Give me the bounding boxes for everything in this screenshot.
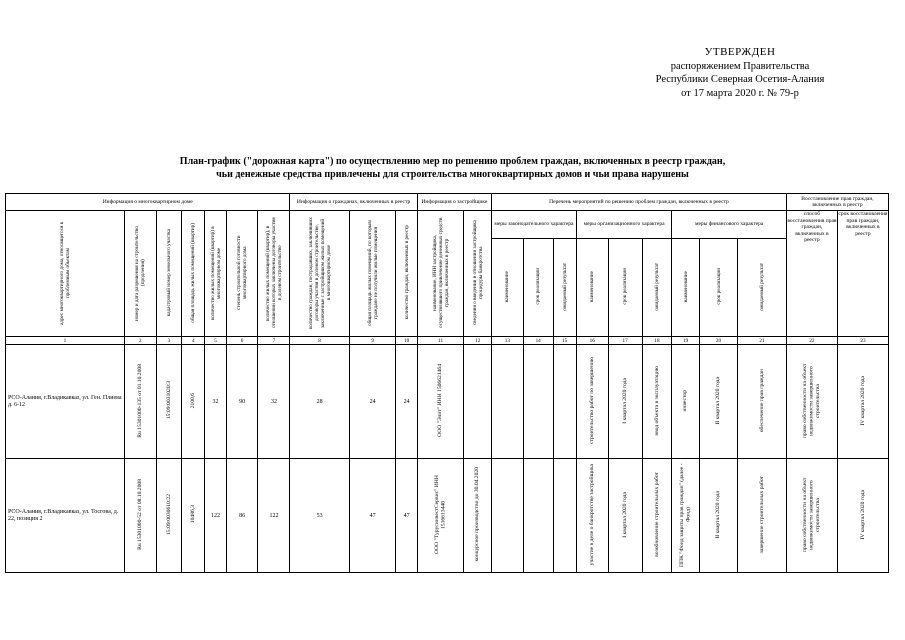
- cell-area-unreceived: 24: [349, 345, 396, 459]
- cell-readiness: 86: [226, 459, 258, 573]
- subgroup-method: способ восстановления прав граждан, включенных в реестр: [786, 211, 837, 337]
- column-number-row: [6, 337, 889, 345]
- title-line-2: чьи денежные средства привлечены для строительства многоквартирных домов и чьи права нарушены: [216, 169, 689, 180]
- roadmap-table: [5, 193, 889, 573]
- group-citizens-info: Информация о гражданах, включенных в реестр: [290, 194, 417, 211]
- title-line-1: План-график ("дорожная карта") по осуществлению мер по решению проблем граждан, включенных в реестр граждан,: [179, 156, 726, 167]
- cell-org-term: I квартал 2020 года: [621, 491, 628, 538]
- col-number: 3: [156, 337, 181, 345]
- col-header-16: наименование: [589, 270, 596, 303]
- cell-fin-name: инвестор: [682, 389, 689, 412]
- cell-fin-result: завершение строительных работ: [758, 475, 765, 554]
- cell-org-result: ввод объекта в эксплуатацию: [653, 365, 660, 436]
- cell-fin-name: ППК "Фонд защиты прав граждан" (далее - Фонд): [679, 462, 692, 567]
- col-header-21: ожидаемый результат: [759, 262, 766, 311]
- cell-readiness: 90: [226, 345, 258, 459]
- document-title: [0, 155, 905, 181]
- col-header-12: сведения о введении в отношении застройщика процедуры банкротства: [471, 220, 484, 325]
- col-header-2: номер и дата разрешения на строительство (продления): [134, 225, 147, 321]
- col-header-1: адрес многоквартирного дома, относящегося к проблемным объектам: [58, 220, 71, 325]
- cell-citizens: 28: [290, 345, 349, 459]
- col-header-20: срок реализации: [715, 268, 722, 305]
- approval-line-4: от 17 марта 2020 г. № 79-р: [681, 87, 799, 99]
- cell-flats: 122: [205, 459, 226, 573]
- cell-permit: Ru 15301000-52 от 08.10.2008: [136, 479, 143, 550]
- col-header-14: срок реализации: [535, 268, 542, 305]
- cell-cadastral: 15:09:0031020:3: [165, 381, 172, 420]
- group-house-info: Информация о многоквартирном доме: [6, 194, 290, 211]
- cell-restore-method: право собственности на объект недвижимости завершенного строительства: [802, 363, 822, 438]
- cell-legal-name: [491, 459, 523, 573]
- cell-org-term: I квартал 2020 года: [621, 377, 628, 424]
- col-header-15: ожидаемый результат: [561, 262, 568, 311]
- col-number: 12: [464, 337, 492, 345]
- cell-permit: Ru 15301000-135 от 01.10.2008: [136, 363, 143, 438]
- col-number: 15: [553, 337, 576, 345]
- col-number: 2: [124, 337, 156, 345]
- subgroup-legal: меры законодательного характера: [491, 211, 576, 239]
- cell-developer: ООО "Элит" ИНН 1506621464: [437, 364, 444, 437]
- col-number: 18: [642, 337, 672, 345]
- col-header-7: количество жилых помещений (квартир), в отношении которых заключены договоры участия в долевом строительстве: [264, 217, 283, 328]
- col-header-5: количество жилых помещений (квартир) в многоквартирном доме: [209, 225, 222, 320]
- col-number: 11: [417, 337, 464, 345]
- col-header-9: общая площадь жилых помещений, по которым граждане не получили жилые помещения: [366, 219, 379, 326]
- group-restore: Восстановление прав граждан, включенных в реестр: [786, 194, 888, 211]
- col-number: 13: [491, 337, 523, 345]
- cell-legal-result: [553, 459, 576, 573]
- cell-fin-term: II квартал 2020 года: [715, 490, 722, 539]
- cell-registry: 47: [396, 459, 417, 573]
- cell-area: 2100,6: [190, 392, 197, 409]
- col-header-4: общая площадь жилых помещений (квартир): [190, 222, 197, 323]
- group-developer-info: Информация о застройщике: [417, 194, 491, 211]
- cell-contracts: 122: [258, 459, 290, 573]
- col-header-17: срок реализации: [622, 268, 629, 305]
- cell-citizens: 53: [290, 459, 349, 573]
- col-number: 23: [837, 337, 888, 345]
- cell-fin-result: обеспечение прав граждан: [758, 368, 765, 433]
- cell-cadastral: 15:09:0030610:22: [165, 493, 172, 536]
- table-row: [6, 459, 889, 573]
- col-number: 8: [290, 337, 349, 345]
- cell-legal-name: [491, 345, 523, 459]
- col-number: 20: [699, 337, 737, 345]
- cell-org-name: строительство работ по завершению: [589, 357, 595, 444]
- col-header-13: наименование: [504, 270, 511, 303]
- cell-address: РСО-Алания, г.Владикавказ, ул. Тосгова, д. 22, позиция 2: [6, 459, 125, 573]
- col-number: 7: [258, 337, 290, 345]
- col-number: 17: [608, 337, 642, 345]
- col-header-18: ожидаемый результат: [653, 262, 660, 311]
- col-number: 16: [576, 337, 608, 345]
- group-measures: Перечень мероприятий по решению проблем граждан, включенных в реестр: [491, 194, 786, 211]
- group-header-row: [6, 194, 889, 211]
- col-header-19: наименование: [682, 270, 689, 303]
- col-header-11: наименование, ИНН застройщика, осуществлявшего привлечение денежных средств граждан, включенных в реестр: [431, 217, 450, 328]
- col-number: 14: [523, 337, 553, 345]
- col-header-6: степень строительной готовности многоквартирного дома: [236, 235, 249, 310]
- table-row: [6, 345, 889, 459]
- cell-developer: ООО "ТурусинвестСервис" ИНН 1516613440: [434, 475, 447, 554]
- cell-restore-term: IV квартал 2020 года: [859, 489, 866, 540]
- col-number: 21: [738, 337, 787, 345]
- cell-contracts: 32: [258, 345, 290, 459]
- subgroup-org: меры организационного характера: [576, 211, 671, 239]
- col-number: 22: [786, 337, 837, 345]
- cell-org-result: возобновление строительных работ: [653, 472, 660, 557]
- cell-legal-result: [553, 345, 576, 459]
- cell-bankruptcy: конкурсное производство до 30.04.2020: [474, 467, 481, 562]
- cell-flats: 32: [205, 345, 226, 459]
- col-number: 5: [205, 337, 226, 345]
- col-number: 10: [396, 337, 417, 345]
- col-header-8: количество граждан, пострадавших, заключивших договоры участия в долевом строительстве, заключенные с застройщиком жилых помещений в многоквартирном доме: [307, 216, 332, 329]
- col-number: 9: [349, 337, 396, 345]
- approval-heading: УТВЕРЖДЕН: [704, 46, 776, 58]
- cell-registry: 24: [396, 345, 417, 459]
- subgroup-term: срок восстановления прав граждан, включенных в реестр: [837, 211, 888, 337]
- subgroup-fin: меры финансового характера: [672, 211, 787, 239]
- subgroup-header-row: [6, 211, 889, 239]
- col-header-10: количество граждан, включенных в реестр: [403, 225, 410, 320]
- cell-restore-method: право собственности на объект недвижимости завершенного строительства: [802, 477, 822, 552]
- approval-stamp: [600, 46, 880, 100]
- col-number: 4: [182, 337, 205, 345]
- cell-fin-term: II квартал 2020 года: [715, 376, 722, 425]
- col-number: 6: [226, 337, 258, 345]
- col-number: 1: [6, 337, 125, 345]
- approval-line-2: распоряжением Правительства: [670, 60, 810, 72]
- cell-legal-term: [523, 459, 553, 573]
- col-number: 19: [672, 337, 700, 345]
- col-header-3: кадастровый номер земельного участка: [165, 228, 172, 317]
- cell-restore-term: IV квартал 2020 года: [859, 375, 866, 426]
- cell-area: 10486,3: [190, 505, 197, 524]
- approval-line-3: Республики Северная Осетия-Алания: [655, 74, 825, 85]
- cell-org-name: участие в деле о банкротстве застройщика: [589, 463, 595, 566]
- cell-address: РСО-Алания, г.Владикавказ, ул. Ген. Плиева д. 6-12: [6, 345, 125, 459]
- cell-area-unreceived: 47: [349, 459, 396, 573]
- cell-legal-term: [523, 345, 553, 459]
